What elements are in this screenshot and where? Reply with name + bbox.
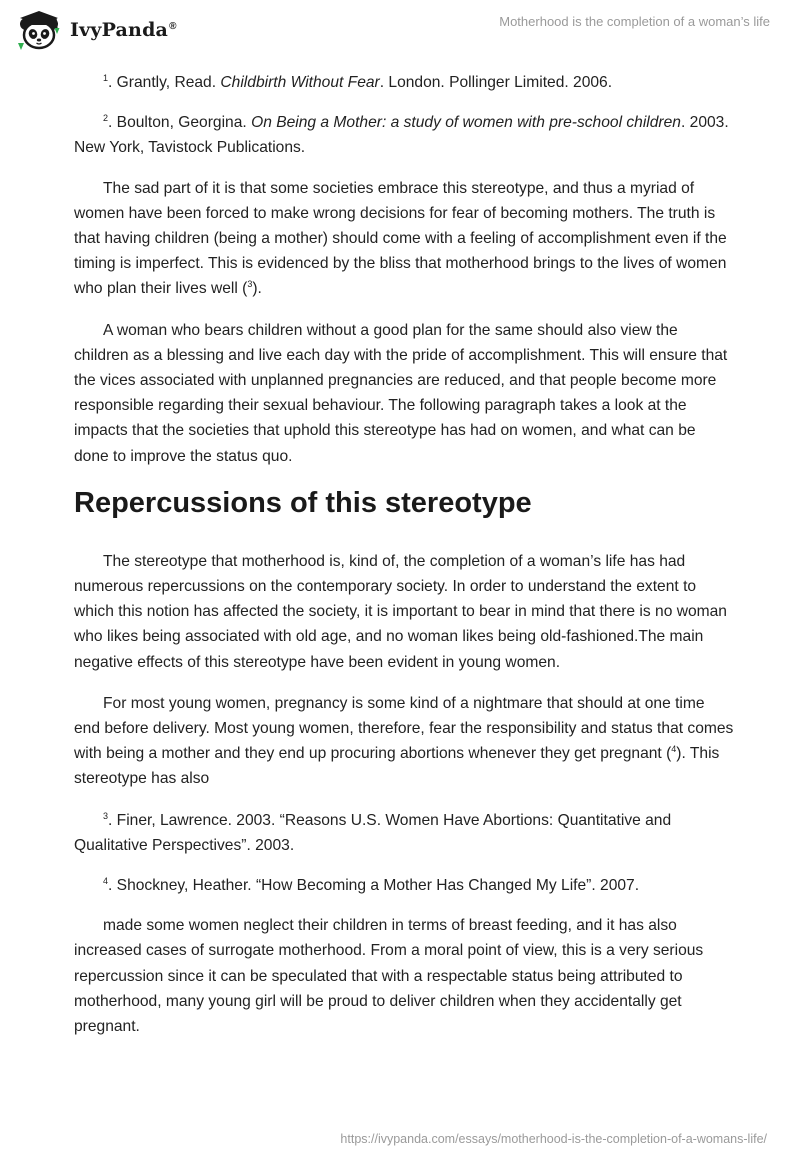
paragraph: For most young women, pregnancy is some kind of a nightmare that should at one time end before delivery. Most young women, therefore, fear the responsibility and status that comes with being a mother and they end up procuring abortions whenever they get pregnant ($^4$). This stereotype has also [74, 694, 734, 788]
footer-url-link[interactable]: https://ivypanda.com/essays/motherhood-is-the-completion-of-a-womans-life/ [340, 1132, 767, 1146]
brand-name: IvyPanda® [70, 19, 177, 41]
panda-graduation-cap-icon [14, 9, 64, 51]
footnote-2: $^2$. Boulton, Georgina. On Being a Mother: a study of women with pre-school children. 2003. New York, Tavistock Publications. [74, 113, 729, 157]
article-body [74, 70, 734, 1055]
footnote-3: $^3$. Finer, Lawrence. 2003. “Reasons U.S. Women Have Abortions: Quantitative and Qualitative Perspectives”. 2003. [74, 810, 672, 854]
footnote-4: $^4$. Shockney, Heather. “How Becoming a Mother Has Changed My Life”. 2007. [103, 875, 640, 895]
page-header [0, 0, 800, 60]
footnote-1: $^1$. Grantly, Read. Childbirth Without Fear. London. Pollinger Limited. 2006. [103, 72, 613, 91]
paragraph: A woman who bears children without a good plan for the same should also view the children as a blessing and live each day with the pride of accomplishment. This will ensure that the vices associated with unplanned pregnancies are reduced, and that people become more responsible regarding their sexual behaviour. The following paragraph takes a look at the impacts that the societies that uphold this stereotype has had on women, and what can be done to improve the status quo. [74, 321, 728, 465]
section-heading: Repercussions of this stereotype [74, 486, 532, 519]
header-page-title: Motherhood is the completion of a woman’s life [499, 14, 770, 29]
paragraph: The stereotype that motherhood is, kind of, the completion of a woman’s life has had numerous repercussions on the contemporary society. In order to understand the extent to which this notion has affected the society, it is important to bear in mind that there is no woman who likes being associated with old age, and no woman likes being old-fashioned.The main negative effects of this stereotype have been evident in young women. [74, 552, 727, 671]
paragraph: made some women neglect their children in terms of breast feeding, and it has also increased cases of surrogate motherhood. From a moral point of view, this is a very serious repercussion since it can be speculated that with a respectable status being attributed to motherhood, many young girl will be proud to deliver children when they accidentally get pregnant. [74, 917, 704, 1036]
logo[interactable] [14, 9, 177, 51]
paragraph: The sad part of it is that some societies embrace this stereotype, and thus a myriad of women have been forced to make wrong decisions for fear of becoming mothers. The truth is that having children (being a mother) should come with a feeling of accomplishment even if the timing is imperfect. This is evidenced by the bliss that motherhood brings to the lives of women who plan their lives well ($^3$). [74, 179, 727, 298]
